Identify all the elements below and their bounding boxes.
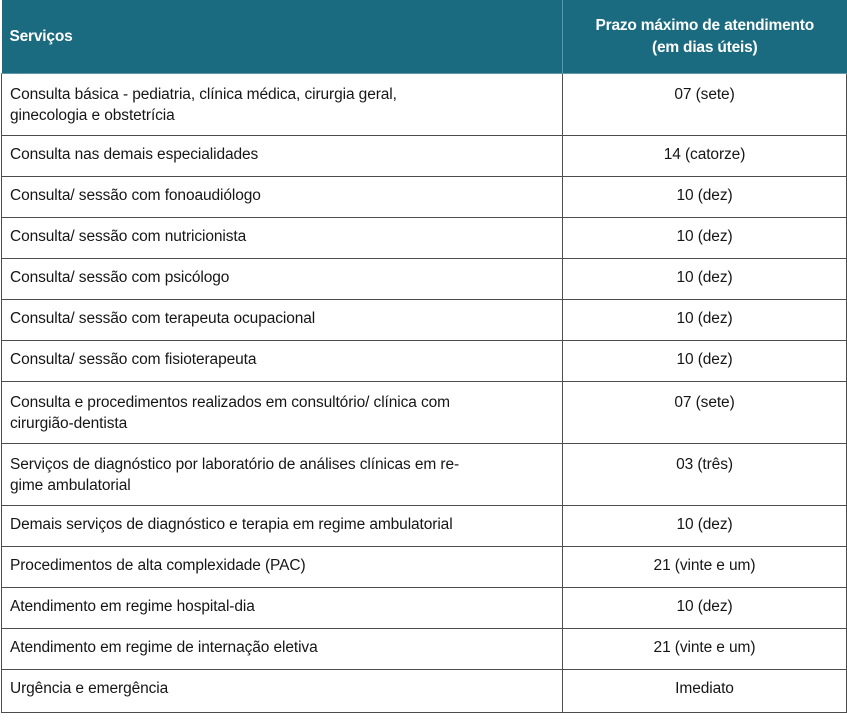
service-text-line: gime ambulatorial <box>10 477 131 494</box>
service-text-line: Consulta nas demais especialidades <box>10 146 259 163</box>
table-row <box>2 588 847 629</box>
service-cell <box>2 547 563 588</box>
service-cell <box>2 300 563 341</box>
table-row <box>2 74 847 136</box>
table-header <box>2 0 847 74</box>
service-cell <box>2 218 563 259</box>
table-body <box>2 74 847 713</box>
service-text-line: Serviços de diagnóstico por laboratório de análises clínicas em re- <box>10 456 460 473</box>
deadline-cell: 10 (dez) <box>563 300 847 341</box>
header-deadline-line1: Prazo máximo de atendimento <box>595 16 815 34</box>
deadline-cell: 10 (dez) <box>563 341 847 382</box>
table-row <box>2 629 847 670</box>
deadline-cell: 21 (vinte e um) <box>563 629 847 670</box>
service-cell <box>2 588 563 629</box>
deadline-cell: 07 (sete) <box>563 382 847 444</box>
service-cell <box>2 177 563 218</box>
table-row <box>2 444 847 506</box>
service-text-line: Consulta/ sessão com terapeuta ocupacional <box>10 310 316 327</box>
service-text-line: Consulta/ sessão com psicólogo <box>10 269 230 286</box>
service-text-line: Consulta/ sessão com fonoaudiólogo <box>10 187 261 204</box>
service-text-line: Urgência e emergência <box>10 680 169 697</box>
deadline-cell: 10 (dez) <box>563 259 847 300</box>
service-deadline-table <box>1 0 847 713</box>
service-cell <box>2 259 563 300</box>
deadline-cell: 10 (dez) <box>563 218 847 259</box>
table-row <box>2 382 847 444</box>
table-row <box>2 218 847 259</box>
table-row <box>2 177 847 218</box>
header-deadline-line2: (em dias úteis) <box>651 38 758 56</box>
service-cell <box>2 629 563 670</box>
table-row <box>2 670 847 713</box>
deadline-cell: 21 (vinte e um) <box>563 547 847 588</box>
table-row <box>2 300 847 341</box>
service-text-line: Consulta/ sessão com nutricionista <box>10 228 247 245</box>
service-cell <box>2 341 563 382</box>
service-text-line: Procedimentos de alta complexidade (PAC) <box>10 557 306 574</box>
service-cell <box>2 74 563 136</box>
header-services: Serviços <box>2 0 563 74</box>
deadline-cell: 10 (dez) <box>563 177 847 218</box>
service-text-line: ginecologia e obstetrícia <box>10 107 175 124</box>
deadline-cell: 10 (dez) <box>563 588 847 629</box>
table-row <box>2 547 847 588</box>
deadline-cell: 10 (dez) <box>563 506 847 547</box>
service-cell <box>2 444 563 506</box>
table-row <box>2 259 847 300</box>
deadline-cell: 03 (três) <box>563 444 847 506</box>
service-cell <box>2 136 563 177</box>
service-text-line: Consulta/ sessão com fisioterapeuta <box>10 351 257 368</box>
service-text-line: cirurgião-dentista <box>10 415 128 432</box>
table-row <box>2 136 847 177</box>
service-text-line: Consulta básica - pediatria, clínica médica, cirurgia geral, <box>10 86 397 103</box>
header-row <box>2 0 847 74</box>
service-text-line: Consulta e procedimentos realizados em consultório/ clínica com <box>10 394 450 411</box>
deadline-cell: 14 (catorze) <box>563 136 847 177</box>
service-text-line: Atendimento em regime de internação eletiva <box>10 639 318 656</box>
service-cell <box>2 506 563 547</box>
table-row <box>2 506 847 547</box>
header-deadline <box>563 0 847 74</box>
table-row <box>2 341 847 382</box>
deadline-cell: 07 (sete) <box>563 74 847 136</box>
service-text-line: Atendimento em regime hospital-dia <box>10 598 255 615</box>
deadline-cell: Imediato <box>563 670 847 713</box>
service-cell <box>2 670 563 713</box>
service-cell <box>2 382 563 444</box>
service-text-line: Demais serviços de diagnóstico e terapia em regime ambulatorial <box>10 516 453 533</box>
